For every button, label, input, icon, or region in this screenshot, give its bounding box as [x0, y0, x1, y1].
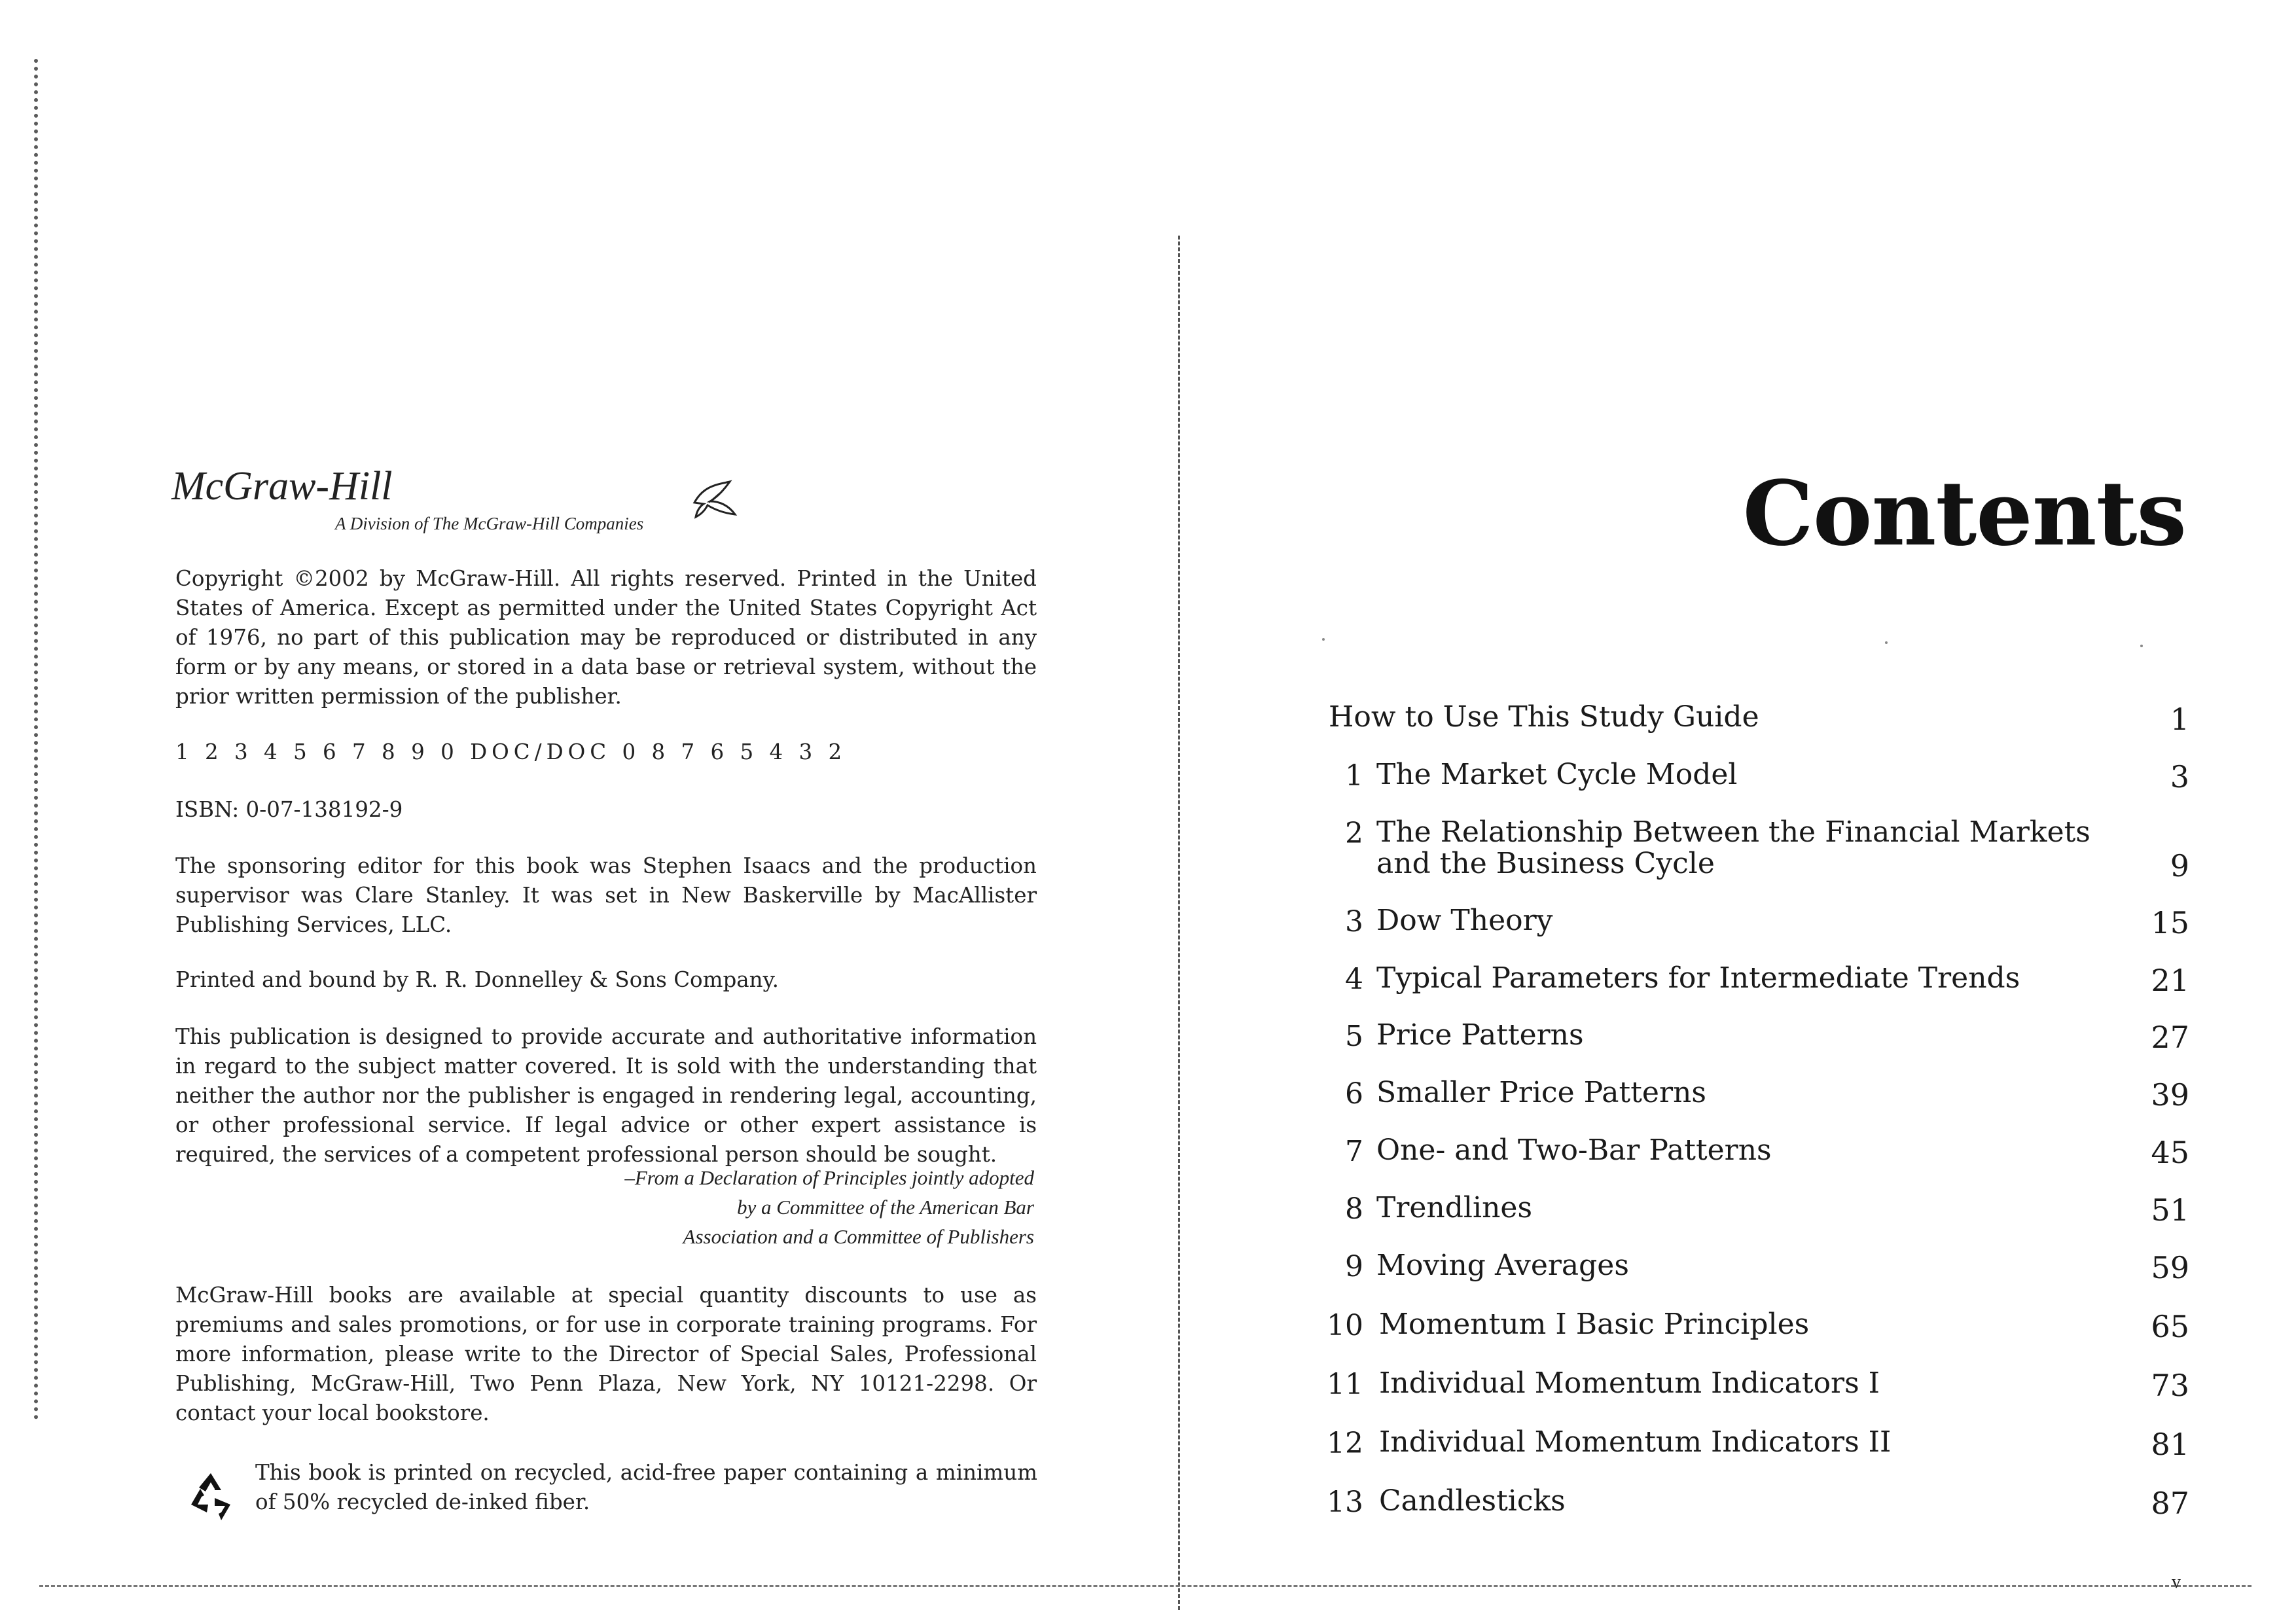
declaration-attribution: –From a Declaration of Principles jointly adopted by a Committee of the American Bar Association and a Committee of Publishers: [624, 1166, 1034, 1248]
toc-entry-page: 87: [2151, 1486, 2189, 1521]
toc-entry-number: 1: [1345, 759, 1363, 793]
toc-entry-page: 81: [2151, 1427, 2189, 1462]
toc-entry-title: Individual Momentum Indicators II: [1379, 1425, 1892, 1459]
editor-note: The sponsoring editor for this book was Stephen Isaacs and the production supervisor was Clare Stanley. It was set in New Baskerville by MacAllister Publishing Services, LLC.: [175, 853, 1037, 937]
toc-entry-page: 39: [2151, 1077, 2189, 1113]
toc-entry-page: 21: [2151, 963, 2189, 998]
print-line: 1 2 3 4 5 6 7 8 9 0 DOC/DOC 0 8 7 6 5 4 3 2: [175, 740, 847, 764]
page-title: Contents: [1742, 461, 2186, 566]
toc-entry-title: The Relationship Between the Financial Markets and the Business Cycle: [1376, 815, 2090, 880]
toc-entry-number: 10: [1327, 1309, 1363, 1342]
publisher-logo: McGraw-Hill: [171, 464, 393, 508]
toc-entry-number: 11: [1327, 1368, 1363, 1401]
toc-entry-number: 13: [1327, 1486, 1363, 1519]
toc-entry-number: 9: [1345, 1250, 1363, 1283]
recycled-paper-note: This book is printed on recycled, acid-free paper containing a minimum of 50% recycled de-inked fiber.: [255, 1460, 1037, 1514]
scan-speck: [2140, 645, 2143, 647]
toc-entry-title: The Market Cycle Model: [1376, 758, 1738, 791]
toc-entry-title: Dow Theory: [1376, 904, 1553, 937]
copyright-text: Copyright ©2002 by McGraw-Hill. All rights reserved. Printed in the United States of America. Except as permitted under the United States Copyright Act of 1976, no part of this publication may be reproduced or distributed in any form or by any means, or stored in a data base or retrieval system, without the prior written permission of the publisher.: [175, 566, 1037, 709]
toc-entry-number: 6: [1345, 1077, 1363, 1111]
toc-entry-title: Individual Momentum Indicators I: [1379, 1366, 1880, 1400]
toc-entry-number: 3: [1345, 905, 1363, 938]
book-gutter: [1178, 236, 1180, 1610]
isbn: ISBN: 0-07-138192-9: [175, 797, 403, 822]
toc-entry-number: 5: [1345, 1020, 1363, 1053]
toc-entry-page: 3: [2170, 759, 2189, 794]
toc-entry-title: Smaller Price Patterns: [1376, 1076, 1706, 1109]
recycle-icon: [185, 1469, 237, 1522]
publisher-division: A Division of The McGraw-Hill Companies: [335, 514, 644, 533]
special-sales-note: McGraw-Hill books are available at special quantity discounts to use as premiums and sales promotions, or for use in corporate training programs. For more information, please write to the Director of Special Sales, Professional Publishing, McGraw-Hill, Two Penn Plaza, New York, NY 10121-2298. Or contact your local bookstore.: [175, 1283, 1037, 1425]
toc-entry-page: 1: [2170, 702, 2189, 737]
toc-entry-page: 73: [2151, 1368, 2189, 1403]
toc-entry-number: 8: [1345, 1192, 1363, 1226]
toc-entry-title: Price Patterns: [1376, 1018, 1584, 1052]
toc-entry-page: 59: [2151, 1250, 2189, 1285]
toc-entry-page: 27: [2151, 1020, 2189, 1055]
publisher-emblem-icon: [691, 479, 739, 520]
toc-entry-title: Trendlines: [1376, 1191, 1533, 1224]
toc-entry-title: Momentum I Basic Principles: [1379, 1308, 1810, 1341]
toc-entry-title: How to Use This Study Guide: [1329, 700, 1759, 734]
disclaimer: This publication is designed to provide accurate and authoritative information in regard to the subject matter covered. It is sold with the understanding that neither the author nor the publisher is engaged in rendering legal, accounting, or other professional service. If legal advice or other expert assistance is required, the services of a competent professional person should be sought.: [175, 1024, 1037, 1167]
toc-entry-number: 2: [1345, 817, 1363, 850]
copyright-notice: [175, 564, 1037, 711]
toc-entry-number: 4: [1345, 963, 1363, 996]
toc-entry-title: Moving Averages: [1376, 1249, 1629, 1282]
toc-entry-page: 65: [2151, 1309, 2189, 1344]
toc-entry-title: One- and Two-Bar Patterns: [1376, 1133, 1772, 1167]
toc-entry-page: 9: [2170, 848, 2189, 883]
page-number: v: [2172, 1572, 2181, 1592]
scan-speck: [1322, 638, 1325, 641]
toc-entry-page: 51: [2151, 1192, 2189, 1228]
scan-speck: [1885, 641, 1888, 644]
toc-entry-title: Typical Parameters for Intermediate Trends: [1376, 961, 2020, 995]
toc-entry-number: 7: [1345, 1135, 1363, 1168]
toc-entry-page: 15: [2151, 905, 2189, 940]
toc-entry-page: 45: [2151, 1135, 2189, 1170]
toc-entry-number: 12: [1327, 1427, 1363, 1460]
toc-entry-title: Candlesticks: [1379, 1484, 1566, 1518]
printer-note: Printed and bound by R. R. Donnelley & Sons Company.: [175, 967, 779, 992]
